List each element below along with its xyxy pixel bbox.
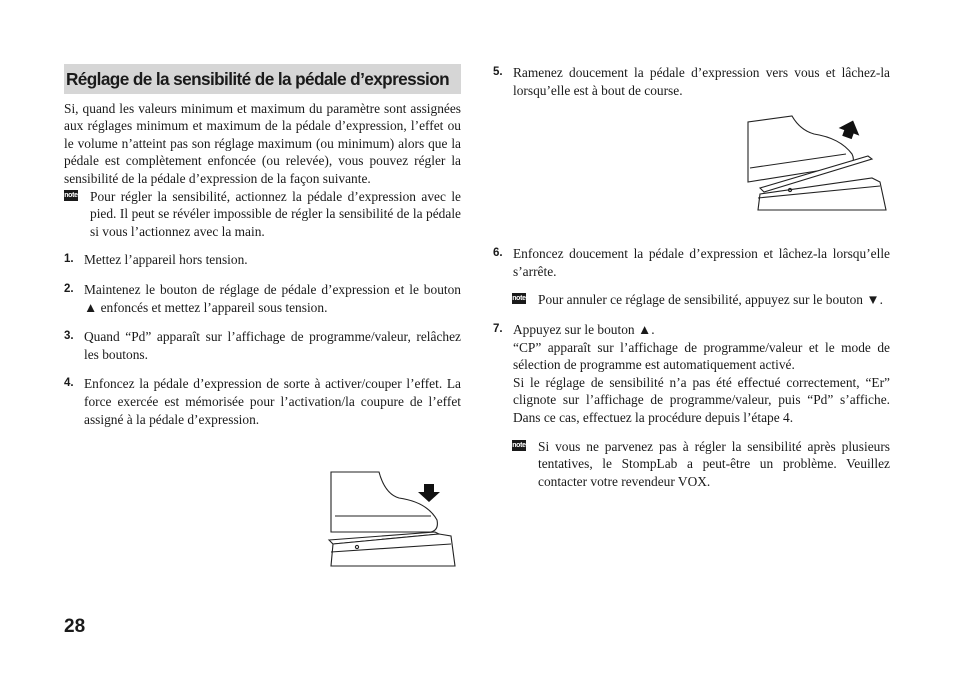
note-icon: note — [512, 295, 526, 303]
pedal-press-illustration — [327, 470, 457, 568]
step-1 — [64, 251, 461, 269]
step-text: Quand “Pd” apparaît sur l’affichage de programme/valeur, relâchez les boutons. — [84, 329, 461, 362]
step-7 — [493, 321, 890, 427]
pedal-release-illustration — [742, 112, 888, 214]
step-text: Mettez l’appareil hors tension. — [84, 252, 248, 268]
step-2 — [64, 281, 461, 316]
step-5 — [493, 64, 890, 99]
arrow-up-icon — [837, 117, 864, 141]
intro-paragraph: Si, quand les valeurs minimum et maximum du paramètre sont assignées aux réglages minimum et maximum de la pédale d’expression, l’effet ou le volume n’atteint pas son réglage maximum (ou minimum) alors que la pédale est complètement enfoncée (ou relevée), vous pouvez régler la sensibilité de la pédale d’expression de la façon suivante. — [64, 100, 461, 186]
step-text-line3: Si le réglage de sensibilité n’a pas été effectué correctement, “Er” clignote sur l’affichage de programme/valeur, puis “Pd” s’affiche. Dans ce cas, effectuez la procédure depuis l’étape 4. — [513, 374, 890, 425]
page-number: 28 — [64, 616, 86, 637]
note-block-support — [512, 438, 890, 491]
step-text: Enfoncez la pédale d’expression de sorte à activer/couper l’effet. La force exercée est mémorisée pour l’activation/la coupure de l’effet assigné à la pédale d’expression. — [84, 376, 461, 427]
note-icon: note — [512, 441, 526, 449]
note-block — [64, 188, 461, 241]
note-block-cancel — [512, 291, 890, 309]
step-text-line1: Appuyez sur le bouton ▲. — [513, 321, 655, 337]
left-column — [64, 64, 461, 428]
arrow-down-icon — [418, 484, 440, 502]
step-text: Ramenez doucement la pédale d’expression vers vous et lâchez-la lorsqu’elle est à bout de course. — [513, 65, 890, 98]
step-number: 3. — [64, 330, 74, 343]
step-text-line2: “CP” apparaît sur l’affichage de programme/valeur et le mode de sélection de programme est automatiquement activé. — [513, 339, 890, 373]
step-number: 7. — [493, 322, 503, 335]
step-3 — [64, 328, 461, 363]
note-text: Pour annuler ce réglage de sensibilité, appuyez sur le bouton ▼. — [538, 292, 883, 308]
step-6 — [493, 245, 890, 280]
note-icon: note — [64, 191, 78, 199]
step-4 — [64, 375, 461, 428]
step-number: 1. — [64, 253, 74, 266]
step-text: Maintenez le bouton de réglage de pédale d’expression et le bouton ▲ enfoncés et mettez l’appareil sous tension. — [84, 281, 461, 315]
step-number: 2. — [64, 282, 74, 295]
note-text: Si vous ne parvenez pas à régler la sensibilité après plusieurs tentatives, le StompLab a peut-être un problème. Veuillez contacter votre revendeur VOX. — [538, 438, 890, 489]
note-text: Pour régler la sensibilité, actionnez la pédale d’expression avec le pied. Il peut se révéler impossible de régler la sensibilité de la pédale si vous l’actionnez avec la main. — [90, 188, 461, 239]
section-heading: Réglage de la sensibilité de la pédale d’expression — [64, 64, 461, 94]
step-text: Enfoncez doucement la pédale d’expression et lâchez-la lorsqu’elle s’arrête. — [513, 246, 890, 279]
step-number: 4. — [64, 377, 74, 390]
step-number: 5. — [493, 66, 503, 78]
step-number: 6. — [493, 247, 503, 260]
